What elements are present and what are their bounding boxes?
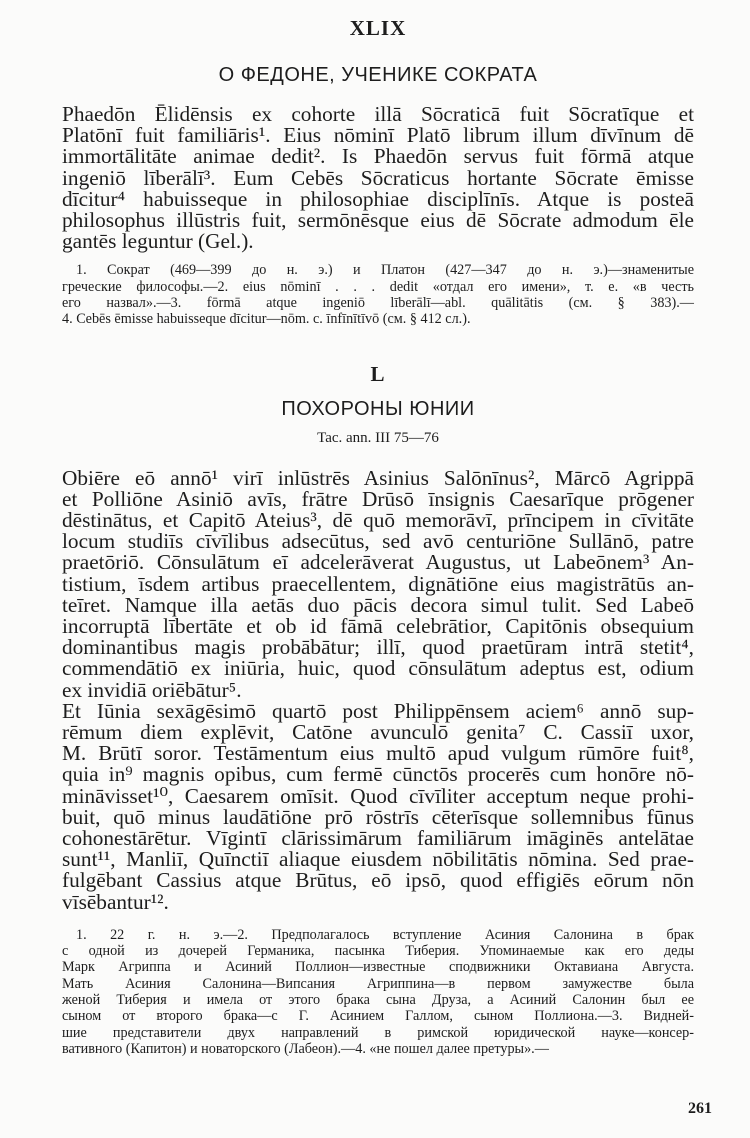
footnote-line: вативного (Капитон) и новаторского (Лабеон).—4. «не пошел далее претуры».— <box>62 1040 549 1057</box>
latin-line: et Polliōne Asiniō avīs, frātre Drūsō īnsignis Caesarīque prōgener <box>62 486 694 511</box>
footnote-line: 1. 22 г. н. э.—2. Предполагалось вступление Асиния Салонина в брак <box>76 926 694 943</box>
page-number: 261 <box>688 1100 712 1117</box>
footnote-line: сыном от второго брака—с Г. Асинием Галлом, сыном Поллиона.—3. Видней- <box>62 1008 694 1025</box>
latin-line: dominantibus magis probābātur; illī, quod praetūram intrā stetit⁴, <box>62 635 694 660</box>
latin-line: incorruptā lībertāte et ob id fāmā celebrātior, Capitōnis obsequium <box>62 614 694 639</box>
latin-line: dēstinātus, et Capitō Ateius³, dē quō memorāvī, prīncipem in cīvitāte <box>62 508 694 533</box>
latin-line: dīcitur⁴ habuisseque in philosophiae disciplīnīs. Atque is posteā <box>62 186 694 211</box>
chapter-number-l: L <box>370 361 386 386</box>
latin-line: Platōnī fuit familiāris¹. Eius nōminī Platō librum illum dīvīnum dē <box>62 123 694 148</box>
latin-line: M. Brūtī soror. Testāmentum eius multō apud vulgum rūmōre fuit⁸, <box>62 741 694 766</box>
footnote-line: его назвал».—3. fōrmā atque ingeniō līberālī—abl. quālitātis (см. § 383).— <box>62 295 694 312</box>
chapter-title-phaedon: О ФЕДОНЕ, УЧЕНИКЕ СОКРАТА <box>218 64 538 86</box>
latin-line: rēmum diem explēvit, Catōne avunculō genita⁷ C. Cassiī uxor, <box>62 720 694 745</box>
latin-line: Phaedōn Ēlidēnsis ex cohorte illā Sōcraticā fuit Sōcratīque et <box>62 102 694 126</box>
footnotes-junia <box>62 927 694 1057</box>
latin-line: ex invidiā oriēbātur⁵. <box>62 677 242 702</box>
footnotes-phaedon <box>62 262 694 327</box>
footnote-line: 1. Сократ (469—399 до н. э.) и Платон (427—347 до н. э.)—знаменитые <box>76 262 694 279</box>
latin-text-junia-p1 <box>62 465 694 702</box>
latin-line: gantēs leguntur (Gel.). <box>62 229 254 254</box>
latin-line: quia in⁹ magnis opibus, cum fermē cūnctōs procerēs cum honōre nō- <box>62 762 694 787</box>
footnote-line: шие представители двух направлений в римской юридической науке—консер- <box>62 1024 694 1041</box>
latin-line: Obiēre eō annō¹ virī inlūstrēs Asinius Salōnīnus², Mārcō Agrippā <box>62 465 694 490</box>
latin-line: locum studiīs cīvīlibus adsecūtus, sed avō centuriōne Sullānō, patre <box>62 529 694 554</box>
latin-text-phaedon <box>62 104 694 252</box>
footnote-line: Мать Асиния Салонина—Випсания Агриппина—в первом замужестве была <box>62 975 694 992</box>
footnote-line: женой Тиберия и имела от этого брака сына Друза, а Асиний Салонин был ее <box>62 992 694 1009</box>
footnote-line: Марк Агриппа и Асиний Поллион—известные сподвижники Октавиана Августа. <box>62 959 694 976</box>
chapter-number-xlix: XLIX <box>349 16 407 40</box>
latin-line: ingeniō līberālī³. Eum Cebēs Sōcraticus hortante Sōcrate ēmisse <box>62 165 694 190</box>
latin-line: Et Iūnia sexāgēsimō quartō post Philippēnsem aciem⁶ annō sup- <box>62 698 694 723</box>
latin-line: tistium, īsdem artibus praecellentem, dignātiōne eius magistrātūs an- <box>62 571 694 596</box>
latin-line: praetōriō. Cōnsulātum eī adcelerāverat Augustus, ut Labeōnem³ An- <box>62 550 694 575</box>
latin-line: teīret. Namque illa aetās duo pācis decora simul tulit. Sed Labeō <box>62 592 694 617</box>
latin-text-junia-p2 <box>62 698 694 914</box>
chapter-title-junia: ПОХОРОНЫ ЮНИИ <box>281 397 475 420</box>
latin-line: commendātiō ex iniūria, huic, quod cōnsulātum adeptus est, odium <box>62 656 694 681</box>
latin-line: mināvisset¹⁰, Caesarem omīsit. Quod cīvīliter acceptum neque prohi- <box>62 783 694 808</box>
footnote-line: 4. Cebēs ēmisse habuisseque dīcitur—nōm. c. īnfīnītīvō (см. § 412 сл.). <box>62 311 471 328</box>
chapter-source: Tac. ann. III 75—76 <box>317 429 439 446</box>
latin-line: vīsēbantur¹². <box>62 889 169 914</box>
latin-line: buit, quō minus laudātiōne prō rōstrīs cēterīsque sollemnibus fūnus <box>62 804 694 829</box>
latin-line: immortālitāte animae dedit². Is Phaedōn servus fuit fōrmā atque <box>62 144 694 169</box>
footnote-line: с одной из дочерей Германика, пасынка Тиберия. Упоминаемые как его деды <box>62 943 694 960</box>
footnote-line: греческие философы.—2. eius nōminī . . . dedit «отдал его имени», т. е. «в честь <box>62 278 694 295</box>
latin-line: cohonestārētur. Vīgintī clārissimārum familiārum imāginēs antelātae <box>62 826 694 851</box>
latin-line: fulgēbant Cassius atque Brūtus, eō ipsō, quod effigiēs eōrum nōn <box>62 868 694 893</box>
latin-line: philosophus illūstris fuit, sermōnēsque eius dē Sōcrate admodum ēle <box>62 208 694 233</box>
latin-line: sunt¹¹, Manliī, Quīnctiī aliaque eiusdem nōbilitātis nōmina. Sed prae- <box>62 847 694 872</box>
